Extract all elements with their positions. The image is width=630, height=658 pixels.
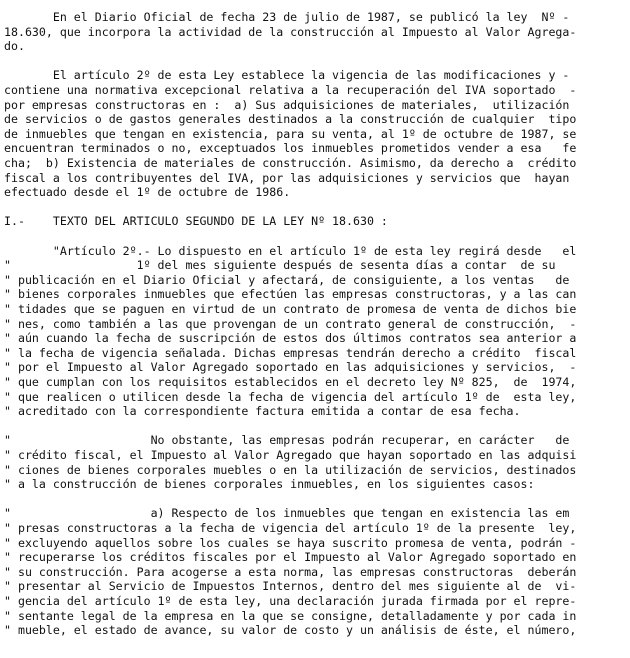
document-line: " publicación en el Diario Oficial y afectará, de consiguiente, a los ventas de xyxy=(4,272,570,287)
document-line: " No obstante, las empresas podrán recuperar, en carácter de xyxy=(4,433,570,448)
document-line: " su construcción. Para acogerse a esta norma, las empresas constructoras deberán xyxy=(4,564,577,579)
document-line: " nes, como también a las que provengan de un contrato general de construcción, - xyxy=(4,316,577,331)
document-line: " excluyendo aquellos sobre los cuales se haya suscrito promesa de venta, podrán - xyxy=(4,535,577,550)
document-line: "Artículo 2º.- Lo dispuesto en el artículo 1º de esta ley regirá desde el xyxy=(4,243,577,258)
document-line: fiscal a los contribuyentes del IVA, por las adquisiciones y servicios que hayan xyxy=(4,170,570,185)
document-line: efectuado desde el 1º de octubre de 1986. xyxy=(4,185,291,200)
document-line: " presas constructoras a la fecha de vigencia del artículo 1º de la presente ley, xyxy=(4,521,577,535)
document-line: " tidades que se paguen en virtud de un contrato de promesa de venta de dichos bie xyxy=(4,302,577,316)
document-line: contiene una normativa excepcional relativa a la recuperación del IVA soportado - xyxy=(4,83,577,97)
document-line: " bienes corporales inmuebles que efectúen las empresas constructoras, y a las can xyxy=(4,287,577,302)
document-line: encuentran terminados o no, exceptuados los inmuebles prometidos vender a esa fe xyxy=(4,141,577,156)
document-line: " por el Impuesto al Valor Agregado soportado en las adquisiciones y servicios, - xyxy=(4,360,577,375)
document-line: I.- TEXTO DEL ARTICULO SEGUNDO DE LA LEY Nº 18.630 : xyxy=(4,214,388,229)
document-line: " que realicen o utilicen desde la fecha de vigencia del artículo 1º de esta ley, xyxy=(4,389,577,404)
document-line: " 1º del mes siguiente después de sesenta días a contar de su xyxy=(4,258,556,273)
document-line: cha; b) Existencia de materiales de construcción. Asimismo, da derecho a crédito xyxy=(4,156,577,170)
document-line: de inmuebles que tengan en existencia, para su venta, al 1º de octubre de 1987, se xyxy=(4,126,577,141)
document-line: " presentar al Servicio de Impuestos Internos, dentro del mes siguiente al de vi- xyxy=(4,579,577,594)
document-line: El artículo 2º de esta Ley establece la vigencia de las modificaciones y - xyxy=(4,68,570,83)
document-line: " aún cuando la fecha de suscripción de estos dos últimos contratos sea anterior a xyxy=(4,331,577,346)
document-line: " la fecha de vigencia señalada. Dichas empresas tendrán derecho a crédito fiscal xyxy=(4,345,577,360)
document-line: " ciones de bienes corporales muebles o en la utilización de servicios, destinados xyxy=(4,462,577,477)
document-line: " acreditado con la correspondiente factura emitida a contar de esa fecha. xyxy=(4,404,521,419)
document-line: " recuperarse los créditos fiscales por el Impuesto al Valor Agregado soportado en xyxy=(4,550,577,565)
document-line: " a) Respecto de los inmuebles que tengan en existencia las em xyxy=(4,506,570,521)
document-line: por empresas constructoras en : a) Sus adquisiciones de materiales, utilización xyxy=(4,97,570,112)
document-line: " a la construcción de bienes corporales inmuebles, en los siguientes casos: xyxy=(4,477,535,492)
document-line: " sentante legal de la empresa en la que se consigne, detalladamente y por cada in xyxy=(4,608,577,623)
document-line: do. xyxy=(4,39,25,54)
document-line: " crédito fiscal, el Impuesto al Valor Agregado que hayan soportado en las adquisi xyxy=(4,448,577,462)
document-line: En el Diario Oficial de fecha 23 de julio de 1987, se publicó la ley Nº - xyxy=(4,10,570,24)
document-line: " mueble, el estado de avance, su valor de costo y un análisis de éste, el número, xyxy=(4,623,577,638)
document-line: " que cumplan con los requisitos establecidos en el decreto ley Nº 825, de 1974, xyxy=(4,375,577,389)
document-line: de servicios o de gastos generales destinados a la construcción de cualquier tipo xyxy=(4,112,577,127)
document-line: 18.630, que incorpora la actividad de la construcción al Impuesto al Valor Agrega- xyxy=(4,24,577,39)
document-line: " gencia del artículo 1º de esta ley, una declaración jurada firmada por el repre- xyxy=(4,594,577,608)
